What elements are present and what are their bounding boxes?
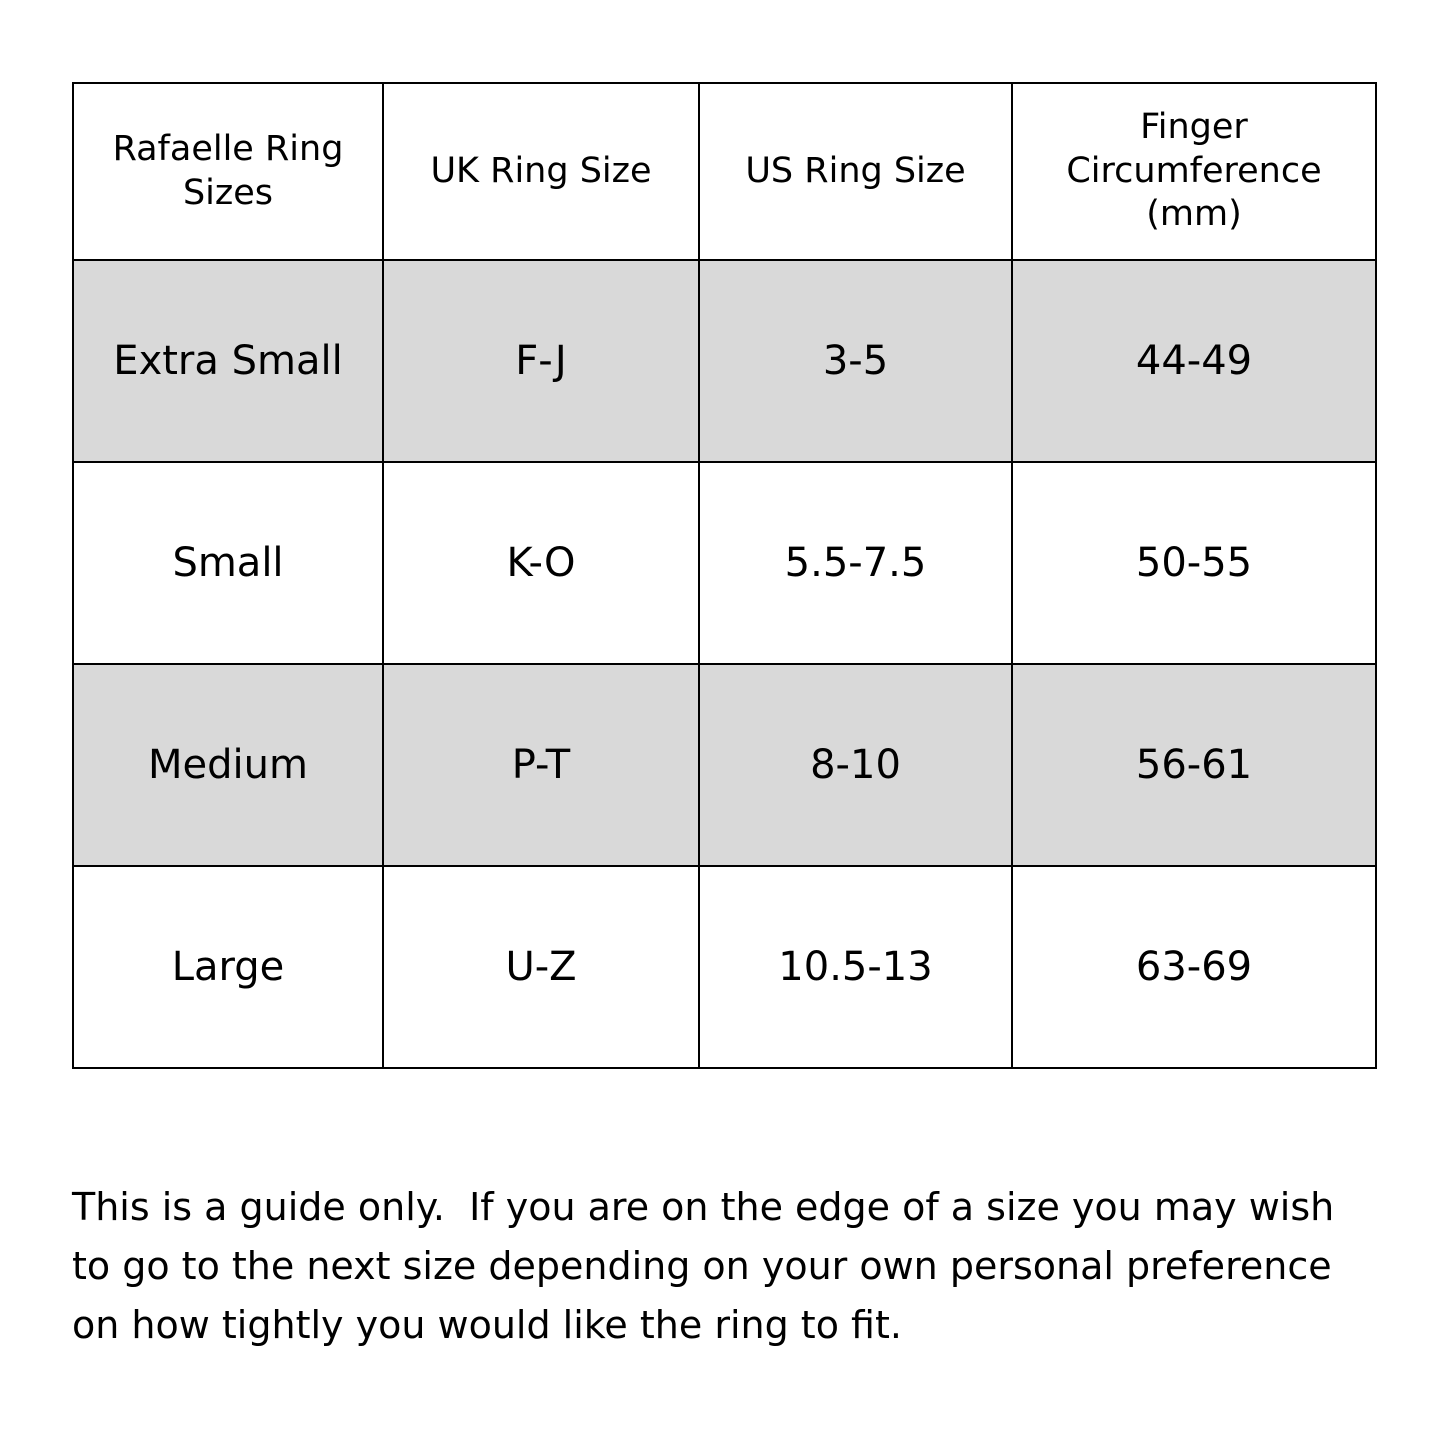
column-header-us-ring-size: US Ring Size bbox=[699, 83, 1012, 260]
cell-us-size: 3-5 bbox=[699, 260, 1012, 462]
cell-size-name: Large bbox=[73, 866, 383, 1068]
cell-size-name: Small bbox=[73, 462, 383, 664]
table-row bbox=[73, 462, 1376, 664]
cell-uk-size: F-J bbox=[383, 260, 699, 462]
table-row bbox=[73, 260, 1376, 462]
cell-size-name: Extra Small bbox=[73, 260, 383, 462]
cell-circumference: 63-69 bbox=[1012, 866, 1376, 1068]
cell-uk-size: U-Z bbox=[383, 866, 699, 1068]
table-body bbox=[73, 260, 1376, 1068]
cell-us-size: 5.5-7.5 bbox=[699, 462, 1012, 664]
column-header-uk-ring-size: UK Ring Size bbox=[383, 83, 699, 260]
table-row bbox=[73, 866, 1376, 1068]
guide-note: This is a guide only. If you are on the edge of a size you may wish to go to the next size depending on your own personal preference on how tightly you would like the ring to fit. bbox=[72, 1185, 1347, 1347]
cell-us-size: 8-10 bbox=[699, 664, 1012, 866]
cell-circumference: 50-55 bbox=[1012, 462, 1376, 664]
column-header-finger-circumference: Finger Circumference (mm) bbox=[1012, 83, 1376, 260]
cell-circumference: 44-49 bbox=[1012, 260, 1376, 462]
table-header bbox=[73, 83, 1376, 260]
cell-uk-size: K-O bbox=[383, 462, 699, 664]
table-row bbox=[73, 664, 1376, 866]
cell-us-size: 10.5-13 bbox=[699, 866, 1012, 1068]
ring-size-table bbox=[72, 82, 1377, 1069]
cell-size-name: Medium bbox=[73, 664, 383, 866]
cell-circumference: 56-61 bbox=[1012, 664, 1376, 866]
table-header-row bbox=[73, 83, 1376, 260]
column-header-rafaelle-ring-sizes: Rafaelle Ring Sizes bbox=[73, 83, 383, 260]
cell-uk-size: P-T bbox=[383, 664, 699, 866]
